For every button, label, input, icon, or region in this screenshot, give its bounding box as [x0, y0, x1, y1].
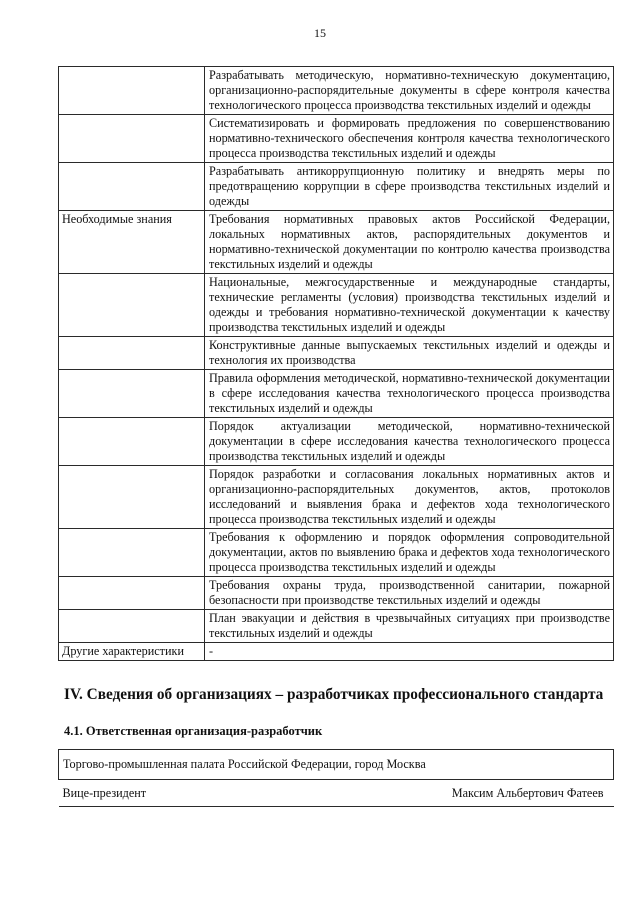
row-label	[59, 337, 205, 370]
row-label	[59, 163, 205, 211]
table-row	[59, 780, 614, 807]
row-description: Систематизировать и формировать предложения по совершенствованию нормативно-технического обеспечения контроля качества технологического процесса производства текстильных изделий и одежды	[205, 115, 614, 163]
row-description: Разрабатывать методическую, нормативно-техническую документацию, организационно-распорядительные документы в сфере контроля качества технологического процесса производства текстильных изделий и одежды	[205, 67, 614, 115]
table-row	[59, 163, 614, 211]
signer-position: Вице-президент	[62, 786, 147, 800]
table-row	[59, 115, 614, 163]
section-subheading: 4.1. Ответственная организация-разработчик	[64, 724, 323, 738]
row-description: Требования нормативных правовых актов Российской Федерации, локальных нормативных актов, распорядительных документов и нормативно-технической документации по контролю качества производства текстильных изделий и одежды	[205, 211, 614, 274]
row-description: Национальные, межгосударственные и международные стандарты, технические регламенты (условия) производства текстильных изделий и одежды и требования нормативно-технической документации к качеству производства текстильных изделий и одежды	[205, 274, 614, 337]
row-description: Требования охраны труда, производственной санитарии, пожарной безопасности при производстве текстильных изделий и одежды	[205, 577, 614, 610]
table-row	[59, 643, 614, 661]
table-row	[59, 466, 614, 529]
row-label: Другие характеристики	[59, 643, 205, 661]
row-label	[59, 610, 205, 643]
row-label	[59, 370, 205, 418]
organization-table	[58, 749, 614, 807]
table-row	[59, 529, 614, 577]
table-row	[59, 610, 614, 643]
row-description: -	[205, 643, 614, 661]
signature-row	[59, 780, 614, 807]
section-heading: IV. Сведения об организациях – разработчиках профессионального стандарта	[64, 686, 604, 703]
row-description: Порядок актуализации методической, нормативно-технической документации в сфере исследования качества технологического процесса производства текстильных изделий и одежды	[205, 418, 614, 466]
row-description: Правила оформления методической, нормативно-технической документации в сфере исследования качества технологического процесса производства текстильных изделий и одежды	[205, 370, 614, 418]
row-description: Разрабатывать антикоррупционную политику и внедрять меры по предотвращению коррупции в сфере производства текстильных изделий и одежды	[205, 163, 614, 211]
row-label	[59, 577, 205, 610]
row-label	[59, 466, 205, 529]
row-description: Порядок разработки и согласования локальных нормативных актов и организационно-распорядительных документов, актов, протоколов исследований и выявления брака и дефектов хода технологического процесса производства текстильных изделий и одежды	[205, 466, 614, 529]
row-label	[59, 529, 205, 577]
table-row	[59, 211, 614, 274]
row-description: Требования к оформлению и порядок оформления сопроводительной документации, актов по выявлению брака и дефектов хода технологического процесса производства текстильных изделий и одежды	[205, 529, 614, 577]
table-row	[59, 274, 614, 337]
row-label	[59, 418, 205, 466]
page-number: 15	[314, 26, 326, 40]
row-label	[59, 67, 205, 115]
table-row	[59, 577, 614, 610]
standard-table	[58, 66, 614, 661]
table-row	[59, 750, 614, 780]
row-label	[59, 274, 205, 337]
signer-name: Максим Альбертович Фатеев	[451, 786, 604, 800]
table-row	[59, 67, 614, 115]
row-description: План эвакуации и действия в чрезвычайных ситуациях при производстве текстильных изделий и одежды	[205, 610, 614, 643]
row-description: Конструктивные данные выпускаемых текстильных изделий и одежды и технология их производства	[205, 337, 614, 370]
row-label: Необходимые знания	[59, 211, 205, 274]
table-row	[59, 337, 614, 370]
table-row	[59, 370, 614, 418]
organization-name: Торгово-промышленная палата Российской Федерации, город Москва	[59, 750, 614, 780]
table-row	[59, 418, 614, 466]
row-label	[59, 115, 205, 163]
